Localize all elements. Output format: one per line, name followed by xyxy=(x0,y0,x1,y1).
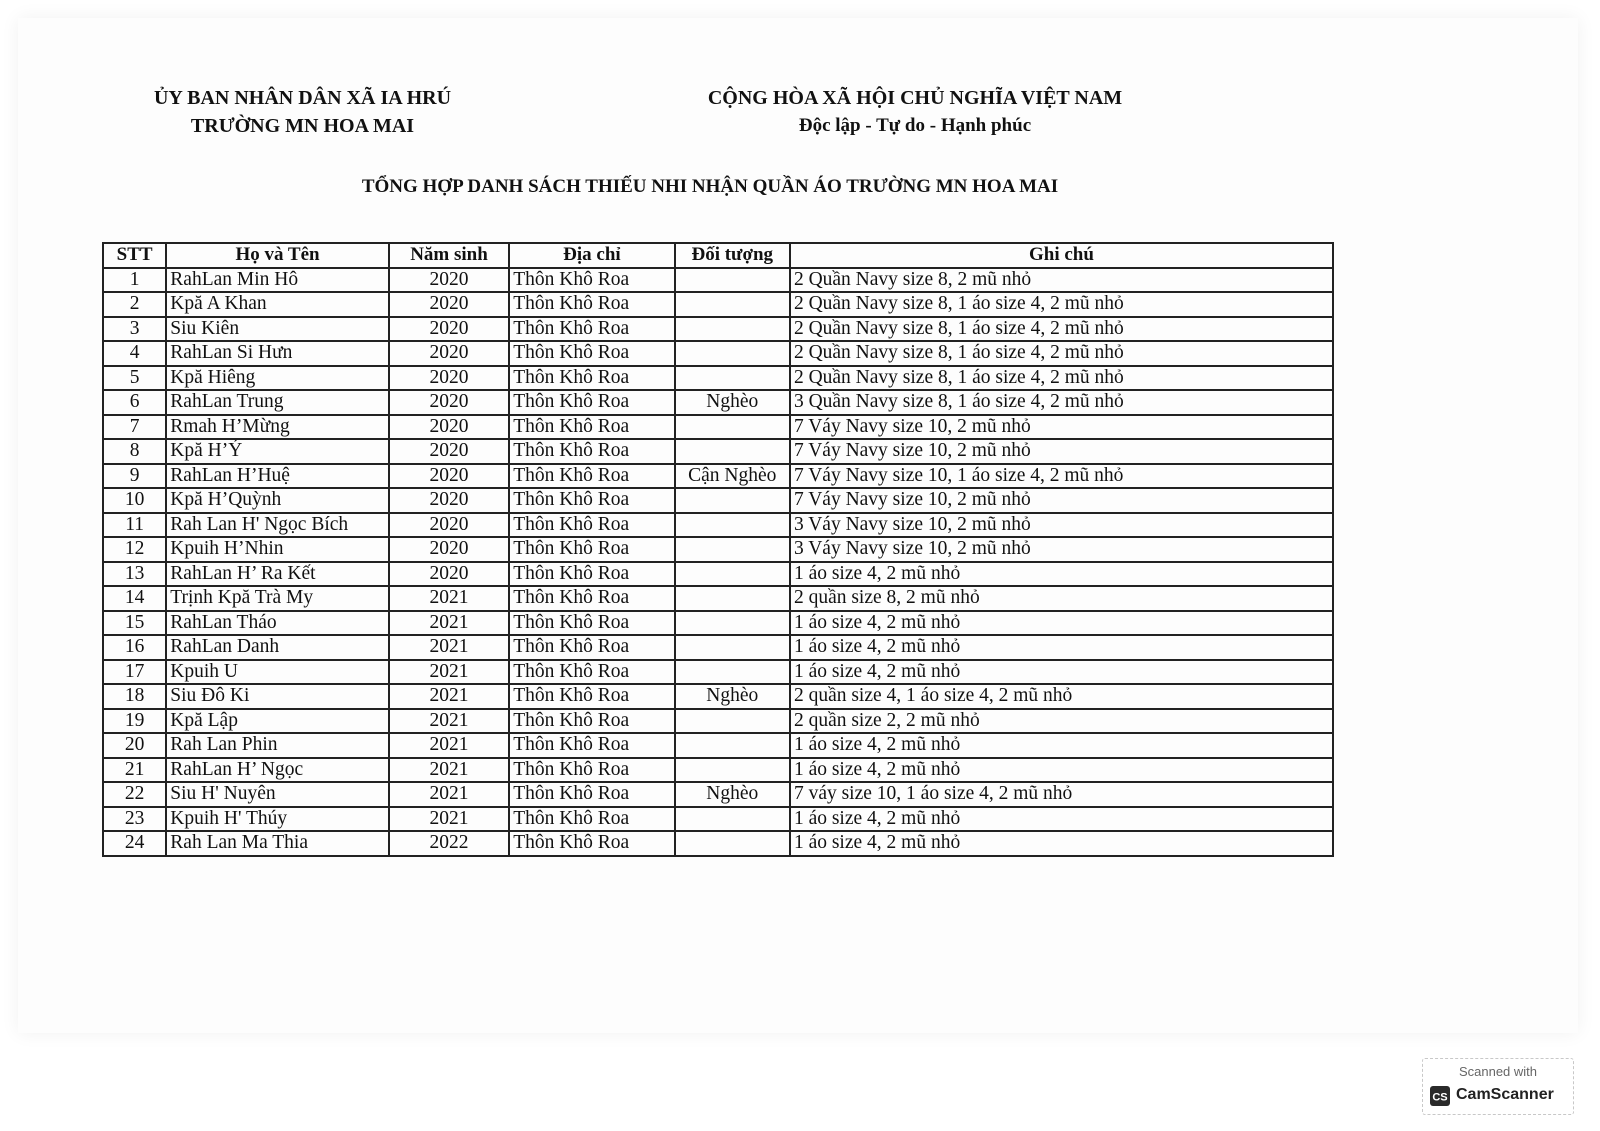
cell-category xyxy=(675,341,790,366)
cell-category xyxy=(675,292,790,317)
cell-note: 2 quần size 2, 2 mũ nhỏ xyxy=(790,709,1333,734)
table-row xyxy=(103,268,1333,293)
cell-name: Kpă Lập xyxy=(166,709,389,734)
cell-stt: 11 xyxy=(103,513,166,538)
cell-stt: 8 xyxy=(103,439,166,464)
cell-stt: 9 xyxy=(103,464,166,489)
cell-note: 1 áo size 4, 2 mũ nhỏ xyxy=(790,807,1333,832)
cell-category xyxy=(675,562,790,587)
cell-note: 1 áo size 4, 2 mũ nhỏ xyxy=(790,562,1333,587)
cell-note: 7 Váy Navy size 10, 2 mũ nhỏ xyxy=(790,488,1333,513)
table-row xyxy=(103,635,1333,660)
cell-address: Thôn Khô Roa xyxy=(509,684,674,709)
committee-name: ỦY BAN NHÂN DÂN XÃ IA HRÚ xyxy=(153,87,452,109)
cell-stt: 17 xyxy=(103,660,166,685)
cell-name: Kpă H’Ý xyxy=(166,439,389,464)
cell-name: Rah Lan Ma Thia xyxy=(166,831,389,856)
table-row xyxy=(103,292,1333,317)
cell-birth-year: 2021 xyxy=(389,660,509,685)
cell-address: Thôn Khô Roa xyxy=(509,537,674,562)
cell-category xyxy=(675,831,790,856)
cell-birth-year: 2020 xyxy=(389,366,509,391)
cell-birth-year: 2022 xyxy=(389,831,509,856)
cell-address: Thôn Khô Roa xyxy=(509,488,674,513)
cell-category xyxy=(675,317,790,342)
cell-stt: 18 xyxy=(103,684,166,709)
cell-birth-year: 2020 xyxy=(389,537,509,562)
table-row xyxy=(103,807,1333,832)
header-left xyxy=(135,84,470,140)
cell-category xyxy=(675,758,790,783)
cell-category xyxy=(675,439,790,464)
table-row xyxy=(103,611,1333,636)
table-row xyxy=(103,488,1333,513)
cell-name: RahLan H’Huệ xyxy=(166,464,389,489)
col-header-stt: STT xyxy=(103,243,166,268)
cell-address: Thôn Khô Roa xyxy=(509,513,674,538)
cell-note: 1 áo size 4, 2 mũ nhỏ xyxy=(790,733,1333,758)
table-body xyxy=(103,268,1333,856)
cell-name: RahLan Min Hô xyxy=(166,268,389,293)
cell-birth-year: 2020 xyxy=(389,464,509,489)
logo-text: CS xyxy=(1432,1091,1448,1104)
table-row xyxy=(103,684,1333,709)
cell-category xyxy=(675,488,790,513)
table-row xyxy=(103,758,1333,783)
cell-note: 2 Quần Navy size 8, 1 áo size 4, 2 mũ nhỏ xyxy=(790,341,1333,366)
cell-name: RahLan Danh xyxy=(166,635,389,660)
table-row xyxy=(103,782,1333,807)
cell-note: 1 áo size 4, 2 mũ nhỏ xyxy=(790,660,1333,685)
cell-address: Thôn Khô Roa xyxy=(509,341,674,366)
col-header-name: Họ và Tên xyxy=(166,243,389,268)
cell-name: Siu H' Nuyên xyxy=(166,782,389,807)
cell-address: Thôn Khô Roa xyxy=(509,709,674,734)
cell-name: Kpă H’Quỳnh xyxy=(166,488,389,513)
national-motto: Độc lập - Tự do - Hạnh phúc xyxy=(798,115,1032,136)
cell-birth-year: 2021 xyxy=(389,709,509,734)
table-row xyxy=(103,366,1333,391)
table-row xyxy=(103,660,1333,685)
cell-name: Kpuih H’Nhin xyxy=(166,537,389,562)
table-row xyxy=(103,341,1333,366)
table-row xyxy=(103,513,1333,538)
cell-category xyxy=(675,807,790,832)
cell-birth-year: 2021 xyxy=(389,684,509,709)
cell-stt: 23 xyxy=(103,807,166,832)
cell-birth-year: 2021 xyxy=(389,758,509,783)
cell-stt: 16 xyxy=(103,635,166,660)
cell-birth-year: 2020 xyxy=(389,390,509,415)
cell-note: 1 áo size 4, 2 mũ nhỏ xyxy=(790,758,1333,783)
cell-note: 3 Váy Navy size 10, 2 mũ nhỏ xyxy=(790,513,1333,538)
cell-stt: 21 xyxy=(103,758,166,783)
cell-stt: 24 xyxy=(103,831,166,856)
cell-name: Rah Lan Phin xyxy=(166,733,389,758)
cell-name: Trịnh Kpă Trà My xyxy=(166,586,389,611)
cell-note: 1 áo size 4, 2 mũ nhỏ xyxy=(790,611,1333,636)
cell-category: Cận Nghèo xyxy=(675,464,790,489)
cell-address: Thôn Khô Roa xyxy=(509,758,674,783)
cell-note: 2 Quần Navy size 8, 2 mũ nhỏ xyxy=(790,268,1333,293)
cell-note: 2 Quần Navy size 8, 1 áo size 4, 2 mũ nhỏ xyxy=(790,366,1333,391)
table-row xyxy=(103,415,1333,440)
table-row xyxy=(103,439,1333,464)
table-row xyxy=(103,390,1333,415)
cell-birth-year: 2021 xyxy=(389,635,509,660)
col-header-note: Ghi chú xyxy=(790,243,1333,268)
cell-category xyxy=(675,709,790,734)
cell-name: Kpuih U xyxy=(166,660,389,685)
cell-category: Nghèo xyxy=(675,782,790,807)
cell-category xyxy=(675,268,790,293)
table-row xyxy=(103,464,1333,489)
cell-name: Siu Đô Ki xyxy=(166,684,389,709)
cell-stt: 5 xyxy=(103,366,166,391)
cell-note: 7 Váy Navy size 10, 2 mũ nhỏ xyxy=(790,439,1333,464)
cell-stt: 4 xyxy=(103,341,166,366)
cell-note: 3 Váy Navy size 10, 2 mũ nhỏ xyxy=(790,537,1333,562)
cell-birth-year: 2020 xyxy=(389,292,509,317)
cell-address: Thôn Khô Roa xyxy=(509,562,674,587)
cell-stt: 22 xyxy=(103,782,166,807)
document-title: TỔNG HỢP DANH SÁCH THIẾU NHI NHẬN QUẦN ÁO TRƯỜNG MN HOA MAI xyxy=(361,176,1059,197)
cell-birth-year: 2020 xyxy=(389,415,509,440)
cell-birth-year: 2021 xyxy=(389,733,509,758)
cell-name: Kpuih H' Thúy xyxy=(166,807,389,832)
watermark-brand: CamScanner xyxy=(1456,1086,1554,1103)
cell-name: RahLan Tháo xyxy=(166,611,389,636)
cell-name: RahLan Si Hưn xyxy=(166,341,389,366)
cell-category xyxy=(675,635,790,660)
cell-note: 3 Quần Navy size 8, 1 áo size 4, 2 mũ nhỏ xyxy=(790,390,1333,415)
table-row xyxy=(103,317,1333,342)
cell-birth-year: 2020 xyxy=(389,562,509,587)
cell-note: 2 quần size 4, 1 áo size 4, 2 mũ nhỏ xyxy=(790,684,1333,709)
cell-address: Thôn Khô Roa xyxy=(509,807,674,832)
cell-address: Thôn Khô Roa xyxy=(509,366,674,391)
table-row xyxy=(103,733,1333,758)
cell-note: 7 Váy Navy size 10, 1 áo size 4, 2 mũ nhỏ xyxy=(790,464,1333,489)
cell-note: 1 áo size 4, 2 mũ nhỏ xyxy=(790,635,1333,660)
cell-birth-year: 2020 xyxy=(389,488,509,513)
cell-note: 7 váy size 10, 1 áo size 4, 2 mũ nhỏ xyxy=(790,782,1333,807)
table-row xyxy=(103,709,1333,734)
cell-name: Rah Lan H' Ngọc Bích xyxy=(166,513,389,538)
cell-stt: 19 xyxy=(103,709,166,734)
cell-category xyxy=(675,611,790,636)
cell-stt: 7 xyxy=(103,415,166,440)
cell-stt: 20 xyxy=(103,733,166,758)
cell-birth-year: 2021 xyxy=(389,586,509,611)
cell-note: 7 Váy Navy size 10, 2 mũ nhỏ xyxy=(790,415,1333,440)
cell-category xyxy=(675,733,790,758)
cell-stt: 14 xyxy=(103,586,166,611)
cell-stt: 3 xyxy=(103,317,166,342)
cell-address: Thôn Khô Roa xyxy=(509,831,674,856)
cell-address: Thôn Khô Roa xyxy=(509,390,674,415)
cell-category xyxy=(675,586,790,611)
cell-stt: 15 xyxy=(103,611,166,636)
cell-address: Thôn Khô Roa xyxy=(509,660,674,685)
cell-birth-year: 2020 xyxy=(389,439,509,464)
cell-category xyxy=(675,660,790,685)
cell-birth-year: 2021 xyxy=(389,611,509,636)
school-name: TRƯỜNG MN HOA MAI xyxy=(190,115,415,137)
cell-address: Thôn Khô Roa xyxy=(509,268,674,293)
col-header-year: Năm sinh xyxy=(389,243,509,268)
cell-birth-year: 2020 xyxy=(389,513,509,538)
camscanner-logo-icon xyxy=(1430,1086,1450,1106)
cell-stt: 13 xyxy=(103,562,166,587)
cell-category xyxy=(675,366,790,391)
watermark-caption: Scanned with xyxy=(1458,1064,1538,1079)
cell-stt: 12 xyxy=(103,537,166,562)
cell-name: RahLan H’ Ngọc xyxy=(166,758,389,783)
cell-address: Thôn Khô Roa xyxy=(509,586,674,611)
cell-address: Thôn Khô Roa xyxy=(509,439,674,464)
cell-stt: 6 xyxy=(103,390,166,415)
cell-note: 2 Quần Navy size 8, 1 áo size 4, 2 mũ nhỏ xyxy=(790,317,1333,342)
cell-note: 1 áo size 4, 2 mũ nhỏ xyxy=(790,831,1333,856)
table-row xyxy=(103,586,1333,611)
cell-birth-year: 2020 xyxy=(389,341,509,366)
cell-name: Kpă Hiêng xyxy=(166,366,389,391)
cell-birth-year: 2021 xyxy=(389,782,509,807)
cell-stt: 2 xyxy=(103,292,166,317)
cell-address: Thôn Khô Roa xyxy=(509,782,674,807)
cell-note: 2 Quần Navy size 8, 1 áo size 4, 2 mũ nhỏ xyxy=(790,292,1333,317)
cell-address: Thôn Khô Roa xyxy=(509,317,674,342)
national-title: CỘNG HÒA XÃ HỘI CHỦ NGHĨA VIỆT NAM xyxy=(707,87,1123,109)
col-header-type: Đối tượng xyxy=(675,243,790,268)
table-header-row xyxy=(103,243,1333,268)
cell-address: Thôn Khô Roa xyxy=(509,733,674,758)
cell-address: Thôn Khô Roa xyxy=(509,415,674,440)
cell-address: Thôn Khô Roa xyxy=(509,611,674,636)
cell-category xyxy=(675,513,790,538)
cell-stt: 1 xyxy=(103,268,166,293)
cell-note: 2 quần size 8, 2 mũ nhỏ xyxy=(790,586,1333,611)
cell-category: Nghèo xyxy=(675,684,790,709)
cell-name: Kpă A Khan xyxy=(166,292,389,317)
cell-name: Siu Kiên xyxy=(166,317,389,342)
table-row xyxy=(103,537,1333,562)
col-header-address: Địa chỉ xyxy=(509,243,674,268)
cell-address: Thôn Khô Roa xyxy=(509,464,674,489)
cell-name: Rmah H’Mừng xyxy=(166,415,389,440)
recipient-table xyxy=(102,242,1334,857)
cell-category xyxy=(675,415,790,440)
cell-address: Thôn Khô Roa xyxy=(509,292,674,317)
cell-name: RahLan Trung xyxy=(166,390,389,415)
cell-category xyxy=(675,537,790,562)
cell-birth-year: 2020 xyxy=(389,317,509,342)
cell-birth-year: 2021 xyxy=(389,807,509,832)
cell-birth-year: 2020 xyxy=(389,268,509,293)
cell-name: RahLan H’ Ra Kết xyxy=(166,562,389,587)
header-right xyxy=(680,84,1150,140)
cell-category: Nghèo xyxy=(675,390,790,415)
cell-address: Thôn Khô Roa xyxy=(509,635,674,660)
camscanner-watermark xyxy=(1422,1058,1574,1115)
table-row xyxy=(103,831,1333,856)
table-row xyxy=(103,562,1333,587)
cell-stt: 10 xyxy=(103,488,166,513)
